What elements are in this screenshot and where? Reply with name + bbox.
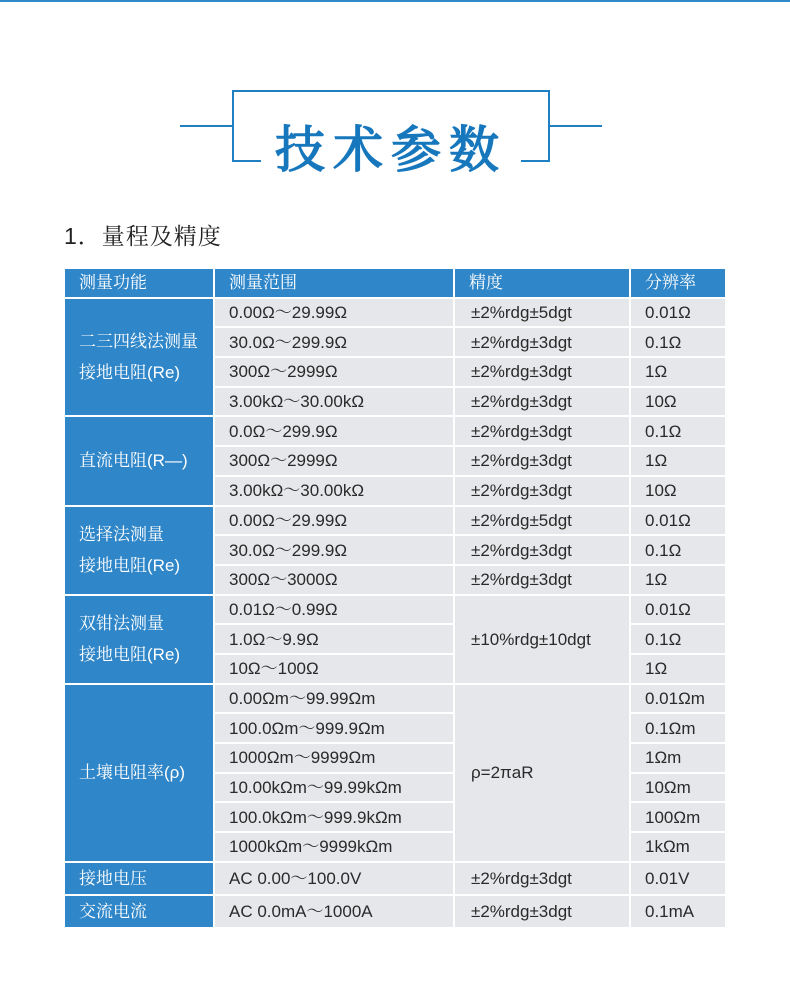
function-cell (64, 684, 214, 862)
resolution-cell: 0.01Ω (630, 595, 726, 625)
accuracy-cell: ±2%rdg±3dgt (454, 446, 630, 476)
range-cell: 1000Ωm～9999Ωm (214, 743, 454, 773)
range-cell: AC 0.0mA～1000A (214, 895, 454, 928)
range-cell: 0.00Ω～29.99Ω (214, 298, 454, 328)
function-label: 直流电阻(R—) (79, 451, 188, 471)
accuracy-cell: ±2%rdg±3dgt (454, 476, 630, 506)
function-label: 选择法测量 (79, 525, 164, 545)
resolution-cell: 0.01Ω (630, 298, 726, 328)
resolution-cell: 1Ω (630, 565, 726, 595)
header-function: 测量功能 (64, 268, 214, 298)
range-cell: 30.0Ω～299.9Ω (214, 327, 454, 357)
function-label: 接地电阻(Re) (79, 556, 181, 576)
accuracy-cell: ±10%rdg±10dgt (454, 595, 630, 684)
table-row (64, 684, 726, 714)
accuracy-cell: ±2%rdg±3dgt (454, 416, 630, 446)
range-cell: 30.0Ω～299.9Ω (214, 535, 454, 565)
function-cell (64, 862, 214, 895)
function-label: 土壤电阻率(ρ) (79, 763, 185, 783)
resolution-cell: 0.1mA (630, 895, 726, 928)
range-cell: 3.00kΩ～30.00kΩ (214, 387, 454, 417)
spec-table-body (64, 298, 726, 928)
resolution-cell: 1Ω (630, 654, 726, 684)
function-cell (64, 416, 214, 505)
resolution-cell: 0.01Ωm (630, 684, 726, 714)
accuracy-cell: ±2%rdg±3dgt (454, 387, 630, 417)
accuracy-cell: ±2%rdg±3dgt (454, 357, 630, 387)
accuracy-cell: ±2%rdg±3dgt (454, 862, 630, 895)
function-label: 接地电阻(Re) (79, 363, 181, 383)
table-row (64, 862, 726, 895)
accuracy-cell: ±2%rdg±5dgt (454, 506, 630, 536)
range-cell: 100.0Ωm～999.9Ωm (214, 713, 454, 743)
resolution-cell: 1Ω (630, 357, 726, 387)
range-cell: 0.0Ω～299.9Ω (214, 416, 454, 446)
resolution-cell: 100Ωm (630, 802, 726, 832)
function-cell (64, 506, 214, 595)
function-cell (64, 298, 214, 417)
banner-line-right (550, 125, 602, 127)
resolution-cell: 1kΩm (630, 832, 726, 862)
range-cell: 0.00Ωm～99.99Ωm (214, 684, 454, 714)
range-cell: 3.00kΩ～30.00kΩ (214, 476, 454, 506)
table-header-row (64, 268, 726, 298)
spec-table (63, 267, 727, 929)
table-row (64, 895, 726, 928)
range-cell: 300Ω～3000Ω (214, 565, 454, 595)
range-cell: 10Ω～100Ω (214, 654, 454, 684)
resolution-cell: 0.1Ωm (630, 713, 726, 743)
resolution-cell: 0.1Ω (630, 624, 726, 654)
resolution-cell: 0.01Ω (630, 506, 726, 536)
accuracy-cell: ±2%rdg±3dgt (454, 565, 630, 595)
accuracy-cell: ±2%rdg±3dgt (454, 535, 630, 565)
resolution-cell: 10Ω (630, 387, 726, 417)
function-label: 接地电阻(Re) (79, 645, 181, 665)
function-label: 接地电压 (79, 868, 147, 888)
resolution-cell: 1Ωm (630, 743, 726, 773)
section-heading: 1．量程及精度 (64, 223, 222, 249)
function-label: 二三四线法测量 (79, 332, 198, 352)
range-cell: AC 0.00～100.0V (214, 862, 454, 895)
accuracy-cell: ρ=2πaR (454, 684, 630, 862)
function-cell (64, 895, 214, 928)
range-cell: 0.00Ω～29.99Ω (214, 506, 454, 536)
function-label: 交流电流 (79, 901, 147, 921)
resolution-cell: 0.1Ω (630, 416, 726, 446)
table-row (64, 595, 726, 625)
table-row (64, 416, 726, 446)
top-divider (0, 0, 790, 2)
header-accuracy: 精度 (454, 268, 630, 298)
range-cell: 300Ω～2999Ω (214, 357, 454, 387)
page-title (232, 110, 550, 190)
accuracy-cell: ±2%rdg±3dgt (454, 327, 630, 357)
function-label: 双钳法测量 (79, 614, 164, 634)
table-row (64, 298, 726, 328)
resolution-cell: 10Ωm (630, 773, 726, 803)
range-cell: 300Ω～2999Ω (214, 446, 454, 476)
resolution-cell: 1Ω (630, 446, 726, 476)
header-range: 测量范围 (214, 268, 454, 298)
range-cell: 1000kΩm～9999kΩm (214, 832, 454, 862)
page-title-text: 技术参数 (261, 122, 521, 178)
table-row (64, 506, 726, 536)
resolution-cell: 0.01V (630, 862, 726, 895)
resolution-cell: 0.1Ω (630, 535, 726, 565)
range-cell: 100.0kΩm～999.9kΩm (214, 802, 454, 832)
range-cell: 10.00kΩm～99.99kΩm (214, 773, 454, 803)
accuracy-cell: ±2%rdg±3dgt (454, 895, 630, 928)
accuracy-cell: ±2%rdg±5dgt (454, 298, 630, 328)
function-cell (64, 595, 214, 684)
range-cell: 1.0Ω～9.9Ω (214, 624, 454, 654)
resolution-cell: 10Ω (630, 476, 726, 506)
header-resolution: 分辨率 (630, 268, 726, 298)
banner-line-left (180, 125, 232, 127)
resolution-cell: 0.1Ω (630, 327, 726, 357)
range-cell: 0.01Ω～0.99Ω (214, 595, 454, 625)
